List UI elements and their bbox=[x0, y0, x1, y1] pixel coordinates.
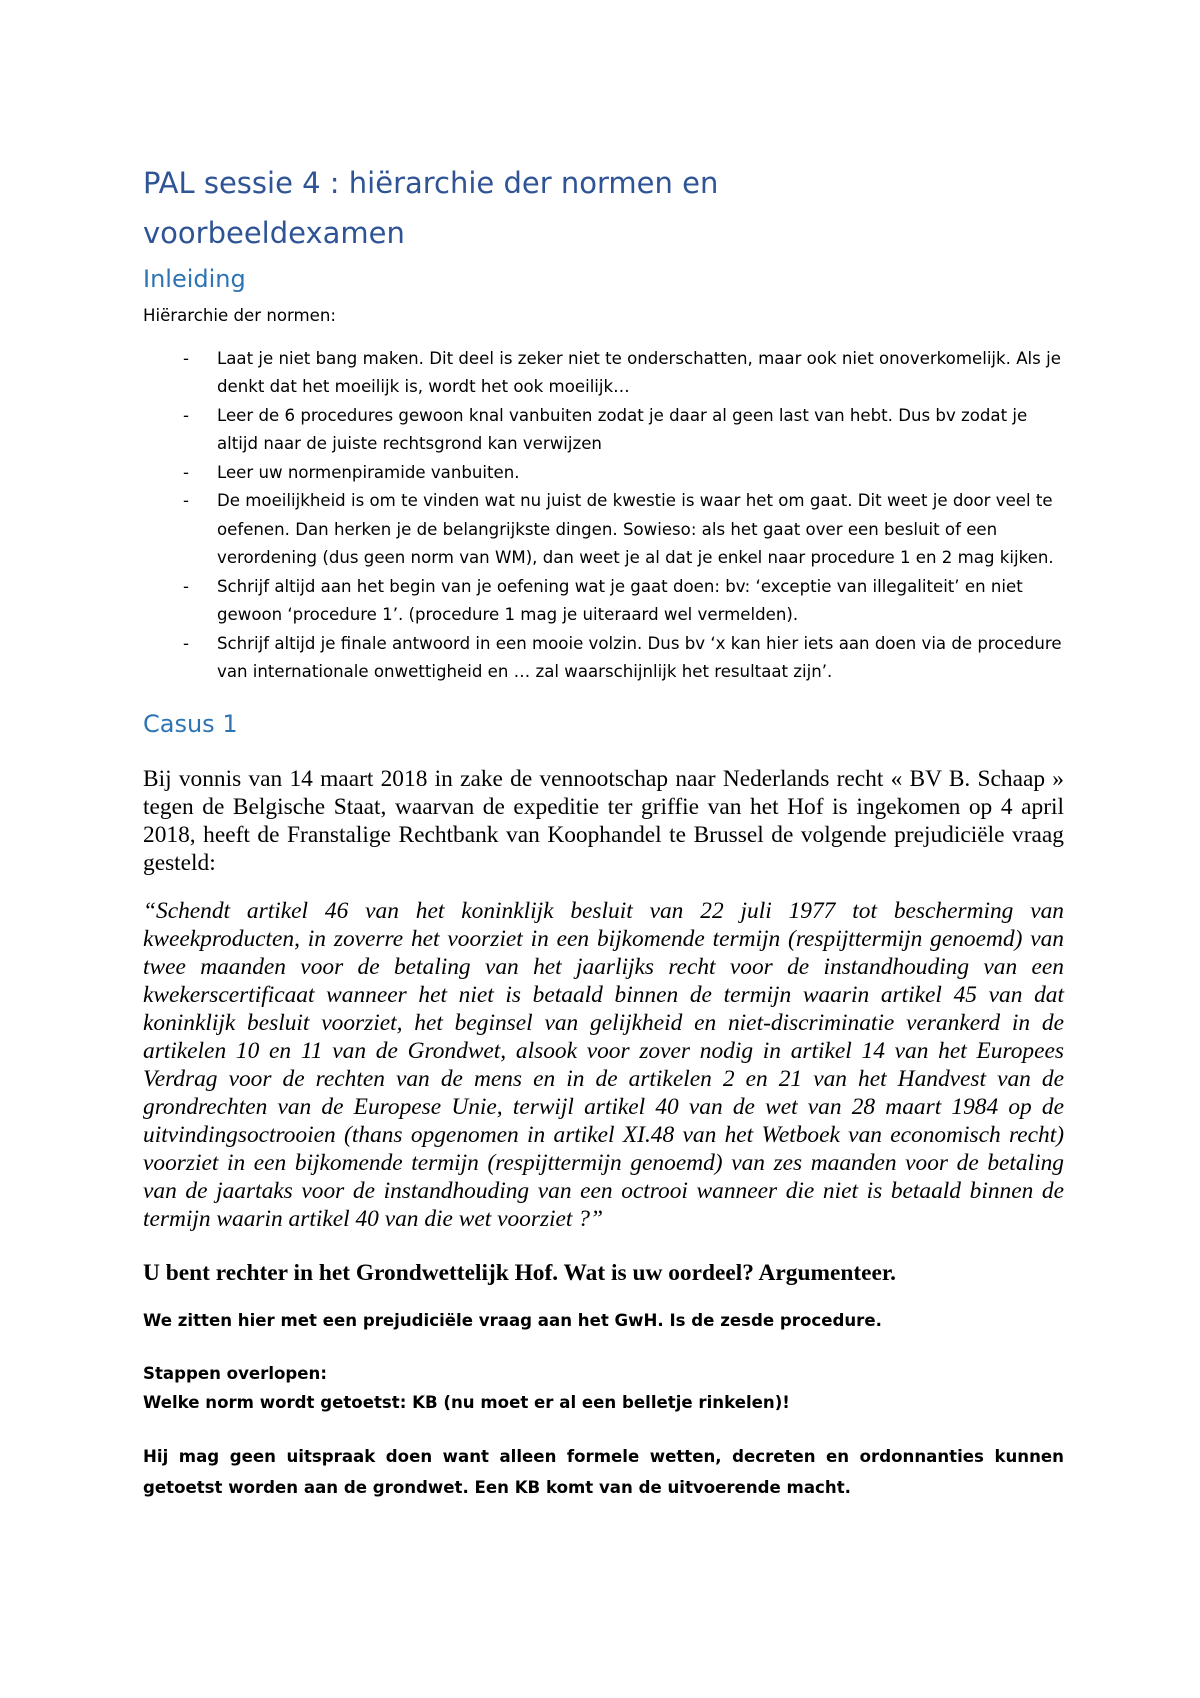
bullet-item bbox=[143, 345, 1064, 402]
bullet-item bbox=[143, 459, 1064, 488]
bullet-item bbox=[143, 630, 1064, 687]
bullet-item bbox=[143, 487, 1064, 573]
exam-question: U bent rechter in het Grondwettelijk Hof. Wat is uw oordeel? Argumenteer. bbox=[143, 1259, 896, 1286]
intro-heading: Inleiding bbox=[143, 265, 246, 293]
bullet-text: Schrijf altijd aan het begin van je oefening wat je gaat doen: bv: ‘exceptie van illegaliteit’ en niet gewoon ‘procedure 1’. (procedure 1 mag je uiteraard wel vermelden). bbox=[217, 576, 1023, 624]
title-line-2: voorbeeldexamen bbox=[143, 216, 405, 250]
bullet-item bbox=[143, 402, 1064, 459]
steps-title: Stappen overlopen: bbox=[143, 1364, 328, 1383]
steps-line: Welke norm wordt getoetst: KB (nu moet er al een belletje rinkelen)! bbox=[143, 1393, 790, 1412]
bullet-dash: - bbox=[183, 462, 189, 482]
intro-bullet-list bbox=[143, 345, 1064, 687]
answer-paragraph-2: Hij mag geen uitspraak doen want alleen formele wetten, decreten en ordonnanties kunnen getoetst worden aan de grondwet. Een KB komt van de uitvoerende macht. bbox=[143, 1447, 1064, 1497]
bullet-text: De moeilijkheid is om te vinden wat nu juist de kwestie is waar het om gaat. Dit weet je door veel te oefenen. Dan herken je de belangrijkste dingen. Sowieso: als het gaat over een besluit of een verordening (dus geen norm van WM), dan weet je al dat je enkel naar procedure 1 en 2 mag kijken. bbox=[217, 491, 1054, 567]
bullet-dash: - bbox=[183, 633, 189, 653]
steps-paragraph bbox=[143, 1359, 1064, 1417]
title-line-1: PAL sessie 4 : hiërarchie der normen en bbox=[143, 166, 719, 200]
document-title bbox=[143, 158, 1064, 258]
bullet-dash: - bbox=[183, 405, 189, 425]
bullet-dash: - bbox=[183, 348, 189, 368]
case-intro-paragraph: Bij vonnis van 14 maart 2018 in zake de vennootschap naar Nederlands recht « BV B. Schaap » tegen de Belgische Staat, waarvan de expeditie ter griffie van het Hof is ingekomen op 4 april 2018, heeft de Franstalige Rechtbank van Koophandel te Brussel de volgende prejudiciële vraag gesteld: bbox=[143, 765, 1064, 876]
prejudicial-question-quote: “Schendt artikel 46 van het koninklijk besluit van 22 juli 1977 tot bescherming van kweekproducten, in zoverre het voorziet in een bijkomende termijn (respijttermijn genoemd) van twee maanden voor de betaling van het jaarlijks recht voor de instandhouding van een kwekerscertificaat wanneer het niet is betaald binnen de termijn waarin artikel 45 van dat koninklijk besluit voorziet, het beginsel van gelijkheid en niet-discriminatie verankerd in de artikelen 10 en 11 van de Grondwet, alsook voor zover nodig in artikel 14 van het Europees Verdrag voor de rechten van de mens en in de artikelen 2 en 21 van het Handvest van de grondrechten van de Europese Unie, terwijl artikel 40 van de wet van 28 maart 1984 op de uitvindingsoctrooien (thans opgenomen in artikel XI.48 van het Wetboek van economisch recht) voorziet in een bijkomende termijn (respijttermijn genoemd) van zes maanden voor de betaling van de jaartaks voor de instandhouding van een octrooi wanneer die niet is betaald binnen de termijn waarin artikel 40 van die wet voorziet ?” bbox=[143, 897, 1064, 1232]
bullet-dash: - bbox=[183, 491, 189, 510]
answer-paragraph-1: We zitten hier met een prejudiciële vraag aan het GwH. Is de zesde procedure. bbox=[143, 1310, 882, 1330]
casus-heading: Casus 1 bbox=[143, 709, 238, 738]
intro-label: Hiërarchie der normen: bbox=[143, 306, 336, 325]
bullet-dash: - bbox=[183, 576, 189, 596]
bullet-item bbox=[143, 573, 1064, 630]
bullet-text: Leer de 6 procedures gewoon knal vanbuiten zodat je daar al geen last van hebt. Dus bv zodat je altijd naar de juiste rechtsgrond kan verwijzen bbox=[217, 405, 1028, 453]
bullet-text: Leer uw normenpiramide vanbuiten. bbox=[217, 462, 520, 482]
bullet-text: Laat je niet bang maken. Dit deel is zeker niet te onderschatten, maar ook niet onoverkomelijk. Als je denkt dat het moeilijk is, wordt het ook moeilijk… bbox=[217, 348, 1061, 396]
bullet-text: Schrijf altijd je finale antwoord in een mooie volzin. Dus bv ‘x kan hier iets aan doen via de procedure van internationale onwettigheid en … zal waarschijnlijk het resultaat zijn’. bbox=[217, 633, 1062, 681]
